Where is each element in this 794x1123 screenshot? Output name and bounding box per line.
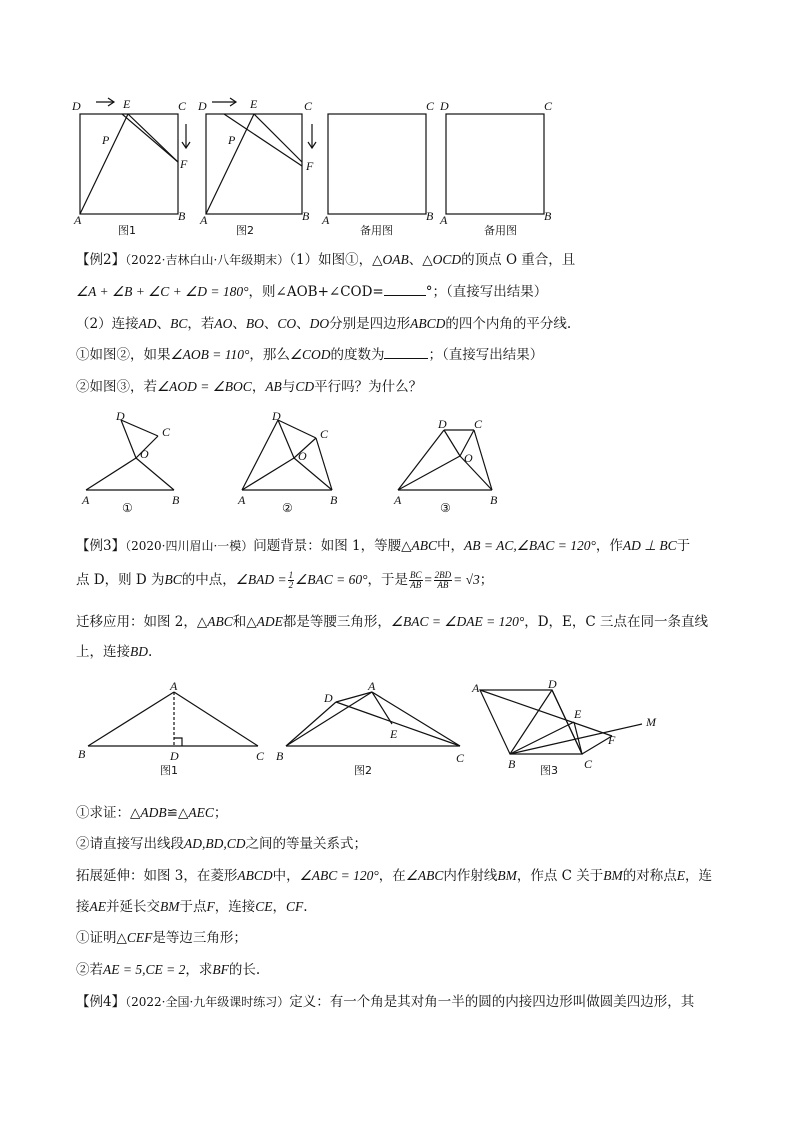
- label-A: A: [322, 213, 330, 227]
- text-fragment: 并延长交: [106, 899, 160, 915]
- text-fragment: ；（直接写出结果）: [428, 347, 544, 363]
- label-A: A: [238, 493, 246, 507]
- ex3-part-2: [76, 834, 367, 854]
- text-fragment: 迁移应用：如图 2，△: [76, 614, 208, 630]
- ex4-line-1: [76, 992, 694, 1012]
- segment-AE: [80, 114, 128, 214]
- label-C: C: [304, 99, 313, 113]
- label-C: C: [544, 99, 553, 113]
- text-fragment: 分别是四边形: [329, 316, 411, 332]
- square-outline: [206, 114, 302, 214]
- text-fragment: ②请直接写出线段: [76, 836, 184, 852]
- text-fragment: ABCD: [237, 868, 273, 883]
- text-fragment: 的度数为: [330, 347, 385, 363]
- text-fragment: 接: [76, 899, 90, 915]
- text-fragment: 、: [232, 316, 246, 332]
- label-D: D: [548, 677, 557, 691]
- label-D: D: [440, 99, 449, 113]
- text-fragment: ，连接: [214, 899, 256, 915]
- square-outline: [446, 114, 544, 214]
- text-fragment: 1: [288, 570, 294, 580]
- text-fragment: ，作: [595, 538, 623, 554]
- text-fragment: BO: [245, 316, 264, 331]
- label-B: B: [276, 749, 284, 763]
- text-fragment: 和△: [232, 614, 257, 630]
- ex2-figure-2: [232, 408, 352, 518]
- text-fragment: ，求: [185, 962, 213, 978]
- text-fragment: ；: [479, 572, 494, 588]
- text-fragment: 都是等腰三角形，: [282, 614, 391, 630]
- text-fragment: AO: [214, 316, 233, 331]
- label-F: F: [306, 159, 314, 173]
- text-fragment: OAB: [382, 252, 409, 267]
- text-fragment: 问题背景：如图 1，等腰△: [253, 538, 412, 554]
- ex3-figure-3: [466, 678, 676, 784]
- label-E: E: [123, 97, 131, 111]
- label-C: C: [320, 427, 329, 441]
- label-O: O: [464, 451, 473, 465]
- segment-DC: [278, 420, 316, 438]
- text-fragment: ，则∠AOB+∠COD=: [248, 284, 384, 300]
- label-O: O: [140, 447, 149, 461]
- text-fragment: ∠ABC = 120°: [299, 868, 379, 883]
- text-fragment: = √3: [453, 572, 480, 587]
- ex2-source: （2022·吉林白山·八年级期末）: [125, 253, 290, 267]
- text-fragment: 于: [676, 538, 691, 554]
- text-fragment: CO: [277, 316, 297, 331]
- label-C: C: [456, 751, 465, 765]
- text-fragment: 点 D，则 D 为: [76, 572, 165, 588]
- text-fragment: ∠AOB = 110°: [170, 347, 250, 362]
- text-fragment: AB = AC,∠BAC = 120°: [464, 538, 596, 553]
- label-P: P: [102, 133, 110, 147]
- text-fragment: ①证明△: [76, 930, 127, 946]
- square-figure-2: [196, 92, 326, 242]
- label-A: A: [170, 679, 178, 693]
- text-fragment: 、△: [408, 252, 433, 268]
- text-fragment: ABC: [207, 614, 233, 629]
- text-fragment: ，: [251, 379, 266, 395]
- text-fragment: （2）连接: [76, 316, 139, 332]
- ex3-sub-2: [76, 960, 260, 980]
- label-B: B: [78, 747, 86, 761]
- text-fragment: BD: [130, 644, 148, 659]
- square-outline: [328, 114, 426, 214]
- text-fragment: AD,BD,CD: [184, 836, 246, 851]
- label-C: C: [584, 757, 593, 771]
- label-A: A: [368, 679, 376, 693]
- label-C: C: [178, 99, 187, 113]
- fraction-2bd-ab: [434, 571, 453, 590]
- ex3-line-3: [76, 612, 708, 632]
- label-B: B: [178, 209, 186, 223]
- label-E: E: [390, 727, 398, 741]
- label-D: D: [438, 417, 447, 431]
- ex3-part-1: [76, 803, 227, 823]
- text-fragment: ，若: [187, 316, 215, 332]
- text-fragment: 的顶点 O 重合，且: [461, 252, 576, 268]
- ex2-tag: 【例2】: [76, 252, 126, 268]
- text-fragment: ∠BAD =: [235, 572, 287, 587]
- text-fragment: 的长.: [228, 962, 261, 978]
- segment-CB: [316, 438, 332, 490]
- label-A: A: [472, 681, 480, 695]
- text-fragment: ≌△: [166, 805, 189, 821]
- text-fragment: ；: [213, 805, 228, 821]
- answer-blank[interactable]: [384, 295, 426, 296]
- segment-AF: [480, 690, 612, 736]
- text-fragment: 于点: [179, 899, 207, 915]
- label-E: E: [250, 97, 258, 111]
- text-fragment: AD ⊥ BC: [622, 538, 677, 553]
- caption: 图2: [354, 764, 372, 777]
- text-fragment: BC: [170, 316, 188, 331]
- text-fragment: 内作射线: [443, 868, 498, 884]
- label-B: B: [544, 209, 552, 223]
- text-fragment: 是等边三角形；: [152, 930, 247, 946]
- text-fragment: CEF: [126, 930, 153, 945]
- text-fragment: AB: [265, 379, 282, 394]
- text-fragment: ②若: [76, 962, 103, 978]
- text-fragment: ②如图③，若: [76, 379, 157, 395]
- label-E: E: [574, 707, 582, 721]
- ex2-line-1: [76, 250, 575, 270]
- square-outline: [80, 114, 178, 214]
- text-fragment: OCD: [432, 252, 462, 267]
- segment-EF: [254, 114, 302, 162]
- ex2-figure-3: [388, 408, 508, 518]
- label-B: B: [508, 757, 516, 771]
- text-fragment: .: [148, 644, 153, 660]
- segment-DO: [444, 430, 460, 456]
- ex4-source: （2022·全国·九年级课时练习）: [125, 995, 290, 1009]
- segment-DC: [552, 690, 582, 754]
- figure-number: ③: [440, 501, 451, 515]
- caption: 图1: [118, 224, 136, 237]
- text-fragment: BC: [164, 572, 182, 587]
- label-C: C: [426, 99, 435, 113]
- text-fragment: 上，连接: [76, 644, 130, 660]
- ex2-figure-1: [76, 408, 196, 518]
- label-B: B: [490, 493, 498, 507]
- label-F: F: [608, 733, 616, 747]
- text-fragment: BM: [160, 899, 180, 914]
- text-fragment: .: [303, 899, 308, 915]
- text-fragment: 、: [156, 316, 171, 332]
- text-fragment: DO: [309, 316, 330, 331]
- text-fragment: ①求证：△: [76, 805, 141, 821]
- label-B: B: [330, 493, 338, 507]
- caption: 备用图: [360, 224, 393, 237]
- text-fragment: ADB: [140, 805, 167, 820]
- text-fragment: 2BD: [434, 570, 452, 580]
- segment-AO: [398, 456, 460, 490]
- ex2-line-4: [76, 345, 543, 365]
- text-fragment: BM: [603, 868, 623, 883]
- label-D: D: [324, 691, 333, 705]
- text-fragment: ∠COD: [289, 347, 331, 362]
- figure-number: ①: [122, 501, 133, 515]
- text-fragment: ，于是: [367, 572, 408, 588]
- text-fragment: BF: [212, 962, 229, 977]
- text-fragment: ABCD: [410, 316, 446, 331]
- square-figure-1: [70, 92, 200, 242]
- text-fragment: ∠AOD = ∠BOC: [157, 379, 252, 394]
- square-figure-4: [436, 92, 560, 242]
- ex2-line-2: [76, 282, 547, 302]
- label-B: B: [426, 209, 434, 223]
- text-fragment: 之间的等量关系式；: [245, 836, 367, 852]
- text-fragment: ，那么: [249, 347, 290, 363]
- ex2-line-5: [76, 377, 422, 397]
- text-fragment: AEC: [188, 805, 214, 820]
- text-fragment: 、: [263, 316, 278, 332]
- ex3-extension-2: [76, 897, 308, 917]
- ex3-line-4: [76, 642, 152, 662]
- text-fragment: °；（直接写出结果）: [425, 284, 548, 300]
- text-fragment: （1）如图①，△: [289, 252, 383, 268]
- segment-BE: [510, 722, 574, 754]
- text-fragment: ，作点 C 关于: [516, 868, 604, 884]
- segment-AB: [88, 692, 174, 746]
- label-F: F: [180, 157, 188, 171]
- segment-PF: [122, 114, 178, 162]
- text-fragment: CD: [295, 379, 315, 394]
- ex2-line-3: [76, 314, 571, 334]
- fraction-half: [288, 571, 295, 590]
- text-fragment: CF: [286, 899, 304, 914]
- ex3-figure-2: [274, 678, 470, 784]
- label-C: C: [162, 425, 171, 439]
- text-fragment: 的对称点: [622, 868, 677, 884]
- right-angle-mark: [174, 738, 182, 746]
- text-fragment: ，: [272, 899, 287, 915]
- label-D: D: [272, 409, 281, 423]
- label-B: B: [302, 209, 310, 223]
- label-C: C: [256, 749, 265, 763]
- text-fragment: CE: [255, 899, 273, 914]
- text-fragment: E: [676, 868, 686, 883]
- text-fragment: 中，: [272, 868, 300, 884]
- segment-DF: [224, 114, 302, 166]
- text-fragment: 平行吗？为什么？: [314, 379, 423, 395]
- text-fragment: 的四个内角的平分线.: [445, 316, 572, 332]
- ex3-source: （2020·四川眉山·一模）: [125, 539, 254, 553]
- segment-BO: [136, 458, 174, 490]
- label-M: M: [646, 715, 656, 729]
- ex3-extension-1: [76, 866, 712, 886]
- text-fragment: =: [423, 572, 433, 587]
- segment-AE: [372, 692, 392, 724]
- text-fragment: 拓展延伸：如图 3，在菱形: [76, 868, 238, 884]
- text-fragment: ADE: [256, 614, 283, 629]
- text-fragment: ∠BAC = ∠DAE = 120°: [390, 614, 525, 629]
- segment-AC: [174, 692, 258, 746]
- segment-BD: [510, 690, 552, 754]
- segment-AD: [398, 430, 444, 490]
- label-A: A: [440, 213, 448, 227]
- square-figure-3: [318, 92, 442, 242]
- text-fragment: AE: [89, 899, 106, 914]
- text-fragment: BC: [410, 570, 422, 580]
- text-fragment: BM: [497, 868, 517, 883]
- text-fragment: ①如图②，如果: [76, 347, 171, 363]
- label-B: B: [172, 493, 180, 507]
- caption: 图2: [236, 224, 254, 237]
- answer-blank[interactable]: [384, 358, 428, 359]
- caption: 备用图: [484, 224, 517, 237]
- text-fragment: AE = 5,CE = 2: [103, 962, 186, 977]
- label-A: A: [82, 493, 90, 507]
- label-O: O: [298, 449, 307, 463]
- fraction-bc-ab: [409, 571, 423, 590]
- text-fragment: AB: [410, 580, 422, 590]
- text-fragment: ∠A + ∠B + ∠C + ∠D = 180°: [76, 284, 249, 299]
- text-fragment: F: [206, 899, 215, 914]
- segment-DO: [278, 420, 294, 458]
- text-fragment: 2: [288, 580, 294, 590]
- text-fragment: ∠ABC: [405, 868, 444, 883]
- text-fragment: ∠BAC = 60°: [295, 572, 368, 587]
- label-A: A: [394, 493, 402, 507]
- text-fragment: ，连: [685, 868, 713, 884]
- label-A: A: [74, 213, 82, 227]
- ex4-tag: 【例4】: [76, 994, 126, 1010]
- ex3-line-1: [76, 536, 690, 556]
- ex3-sub-1: [76, 928, 247, 948]
- label-D: D: [72, 99, 81, 113]
- text-fragment: ABC: [411, 538, 438, 553]
- label-D: D: [170, 749, 179, 763]
- ex3-tag: 【例3】: [76, 538, 126, 554]
- text-fragment: 定义：有一个角是其对角一半的圆的内接四边形叫做圆美四边形，其: [289, 994, 695, 1010]
- text-fragment: 与: [281, 379, 296, 395]
- text-fragment: AB: [437, 580, 449, 590]
- segment-BD: [286, 702, 336, 746]
- caption: 图3: [540, 764, 558, 777]
- label-D: D: [116, 409, 125, 423]
- caption: 图1: [160, 764, 178, 777]
- segment-AO: [86, 458, 136, 490]
- text-fragment: ，D，E，C 三点在同一条直线: [524, 614, 709, 630]
- label-A: A: [200, 213, 208, 227]
- figure-number: ②: [282, 501, 293, 515]
- label-D: D: [198, 99, 207, 113]
- text-fragment: 、: [296, 316, 310, 332]
- text-fragment: ，在: [378, 868, 406, 884]
- text-fragment: 的中点，: [181, 572, 236, 588]
- label-C: C: [474, 417, 483, 431]
- segment-AD: [336, 692, 372, 702]
- text-fragment: 中，: [437, 538, 465, 554]
- label-P: P: [228, 133, 236, 147]
- ex3-figure-1: [72, 678, 272, 784]
- ex3-line-2: [76, 570, 493, 590]
- text-fragment: AD: [138, 316, 157, 331]
